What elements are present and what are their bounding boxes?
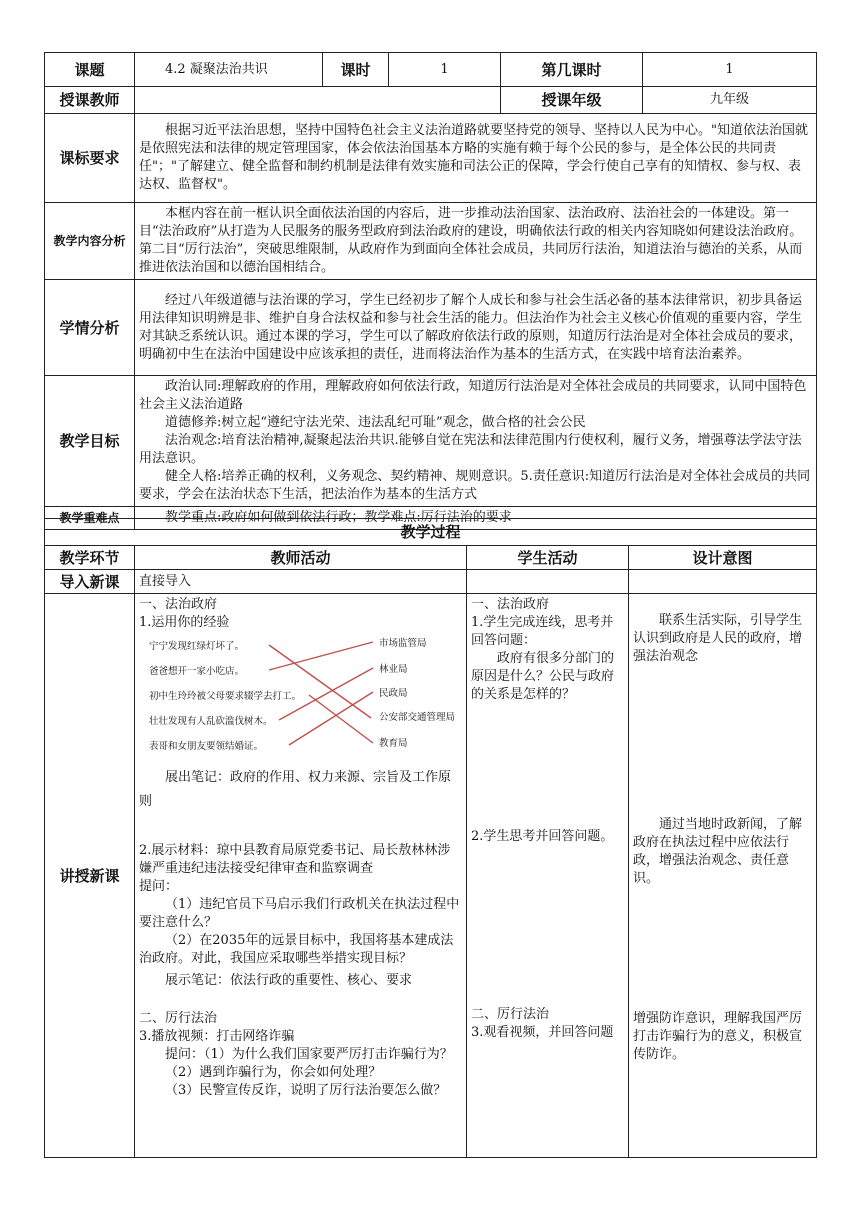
match-right-item: 公安部交通管理局 bbox=[379, 712, 456, 723]
process-title: 教学过程 bbox=[45, 519, 817, 546]
content-label: 教学内容分析 bbox=[45, 203, 135, 280]
student-activity bbox=[467, 594, 629, 1158]
student-s1-title: 一、法治政府 bbox=[471, 597, 550, 612]
focus-label: 教学重难点 bbox=[45, 507, 135, 530]
student-s1-text: 1.学生完成连线，思考并回答问题： bbox=[471, 615, 614, 648]
match-right-item: 教育局 bbox=[379, 738, 408, 749]
goal-item: 政治认同:理解政府的作用，理解政府如何依法行政，知道厉行法治是对全体社会成员的共同要求，认同中国特色社会主义法治道路 bbox=[139, 379, 807, 412]
hours-label: 课时 bbox=[323, 53, 389, 87]
goals-list bbox=[135, 376, 817, 507]
intro-stage: 导入新课 bbox=[45, 570, 135, 594]
goal-item: 法治观念:培育法治精神,凝聚起法治共识.能够自觉在宪法和法律范围内行使权利，履行义务，增强尊法学法守法用法意识。 bbox=[139, 433, 802, 466]
process-table bbox=[44, 518, 817, 1158]
section2-note: 展示笔记：依法行政的重要性、核心、要求 bbox=[165, 973, 413, 988]
matching-exercise bbox=[139, 636, 469, 758]
col-teacher: 教师活动 bbox=[135, 546, 467, 570]
match-left-item: 爸爸想开一家小吃店。 bbox=[149, 666, 245, 677]
section3-sub: 3.播放视频：打击网络诈骗 bbox=[139, 1029, 295, 1044]
match-line bbox=[309, 695, 373, 743]
col-stage: 教学环节 bbox=[45, 546, 135, 570]
student-s3-title: 二、厉行法治 bbox=[471, 1007, 550, 1022]
course-label: 课题 bbox=[45, 53, 135, 87]
match-right-item: 民政局 bbox=[379, 688, 408, 699]
learner-text: 经过八年级道德与法治课的学习，学生已经初步了解个人成长和参与社会生活必备的基本法律常识，初步具备运用法律知识明辨是非、维护自身合法权益和参与社会生活的能力。但法治作为社会主义核心价值观的重要内容，学生对其缺乏系统认识。通过本课的学习，学生可以了解政府依法行政的原则，知道厉行法治是对全体社会成员的要求，明确初中生在法治中国建设中应该承担的责任，进而将法治作为基本的生活方式，在实践中培育法治素养。 bbox=[135, 280, 817, 376]
teacher-value bbox=[135, 87, 501, 114]
design-intent bbox=[629, 594, 817, 1158]
which-value: 1 bbox=[643, 53, 817, 87]
intro-design bbox=[629, 570, 817, 594]
section2-material: 2.展示材料：琼中县教育局原党委书记、局长敖林林涉嫌严重违纪违法接受纪律审查和监察调查 bbox=[139, 843, 451, 876]
section3-title: 二、厉行法治 bbox=[139, 1011, 218, 1026]
student-s3-text: 3.观看视频，并回答问题 bbox=[471, 1025, 614, 1040]
standard-label: 课标要求 bbox=[45, 114, 135, 203]
goal-item: 健全人格:培养正确的权利，义务观念、契约精神、规则意识。5.责任意识:知道厉行法治是对全体社会成员的共同要求，学会在法治状态下生活，把法治作为基本的生活方式 bbox=[139, 469, 811, 502]
section2-q1: （1）违纪官员下马启示我们行政机关在执法过程中要注意什么？ bbox=[139, 897, 460, 930]
course-value: 4.2 凝聚法治共识 bbox=[135, 53, 323, 87]
standard-text: 根据习近平法治思想，坚持中国特色社会主义法治道路就要坚持党的领导、坚持以人民为中心。"知道依法治国就是依照宪法和法律的规定管理国家，体会依法治国基本方略的实施有赖于每个公民的参与，是全体公民的共同责任"；"了解建立、健全监督和制约机制是法律有效实施和司法公正的保障，学会行使自己享有的知情权、参与权、表达权、监督权"。 bbox=[135, 114, 817, 203]
match-left-item: 壮壮发现有人乱砍滥伐树木。 bbox=[149, 716, 273, 727]
student-s1-question: 政府有很多分部门的原因是什么？公民与政府的关系是怎样的？ bbox=[471, 651, 615, 702]
grade-value: 九年级 bbox=[643, 87, 817, 114]
match-line bbox=[289, 692, 373, 745]
section3-ask: 提问：（1）为什么我们国家要严厉打击诈骗行为？ bbox=[165, 1047, 453, 1062]
intro-student bbox=[467, 570, 629, 594]
match-left-item: 初中生玲玲被父母要求辍学去打工。 bbox=[149, 691, 302, 702]
match-left-item: 表哥和女朋友要领结婚证。 bbox=[149, 741, 264, 752]
col-design: 设计意图 bbox=[629, 546, 817, 570]
focus-text: 教学重点:政府如何做到依法行政；教学难点:厉行法治的要求 bbox=[135, 507, 817, 530]
section2-ask: 提问： bbox=[139, 879, 179, 894]
intro-teacher: 直接导入 bbox=[135, 570, 467, 594]
section1-note: 展出笔记：政府的作用、权力来源、宗旨及工作原则 bbox=[139, 770, 452, 809]
match-left-item: 宁宁发现红绿灯坏了。 bbox=[149, 641, 245, 652]
design-3: 增强防诈意识，理解我国严厉打击诈骗行为的意义，积极宣传防诈。 bbox=[633, 1011, 803, 1062]
section1-sub: 1.运用你的经验 bbox=[139, 615, 230, 630]
main-stage: 讲授新课 bbox=[45, 594, 135, 1158]
section1-title: 一、法治政府 bbox=[139, 597, 218, 612]
student-s2-text: 2.学生思考并回答问题。 bbox=[471, 829, 614, 844]
teacher-label: 授课教师 bbox=[45, 87, 135, 114]
lesson-plan-table bbox=[44, 52, 817, 530]
hours-value: 1 bbox=[389, 53, 501, 87]
which-label: 第几课时 bbox=[501, 53, 643, 87]
content-text: 本框内容在前一框认识全面依法治国的内容后，进一步推动法治国家、法治政府、法治社会的一体建设。第一目“法治政府”从打造为人民服务的服务型政府到法治政府的建设，明确依法行政的相关内容知晓如何建设法治政府。第二目“厉行法治”，突破思维限制，从政府作为到面向全体社会成员，共同厉行法治，知道法治与德治的关系，从而推进依法治国和以德治国相结合。 bbox=[135, 203, 817, 280]
design-1: 联系生活实际，引导学生认识到政府是人民的政府，增强法治观念 bbox=[633, 613, 803, 664]
goals-label: 教学目标 bbox=[45, 376, 135, 507]
section3-q2: （2）遇到诈骗行为，你会如何处理？ bbox=[165, 1065, 382, 1080]
match-right-item: 市场监管局 bbox=[379, 638, 427, 649]
col-student: 学生活动 bbox=[467, 546, 629, 570]
matching-lines bbox=[139, 636, 469, 758]
teacher-activity bbox=[135, 594, 467, 1158]
section3-q3: （3）民警宣传反诈，说明了厉行法治要怎么做？ bbox=[165, 1083, 447, 1098]
goal-item: 道德修养:树立起“遵纪守法光荣、违法乱纪可耻”观念，做合格的社会公民 bbox=[165, 415, 586, 430]
match-right-item: 林业局 bbox=[379, 664, 408, 675]
learner-label: 学情分析 bbox=[45, 280, 135, 376]
section2-q2: （2）在2035年的远景目标中，我国将基本建成法治政府。对此，我国应采取哪些举措实现目标？ bbox=[139, 933, 454, 966]
design-2: 通过当地时政新闻，了解政府在执法过程中应依法行政，增强法治观念、责任意识。 bbox=[633, 817, 803, 886]
grade-label: 授课年级 bbox=[501, 87, 643, 114]
